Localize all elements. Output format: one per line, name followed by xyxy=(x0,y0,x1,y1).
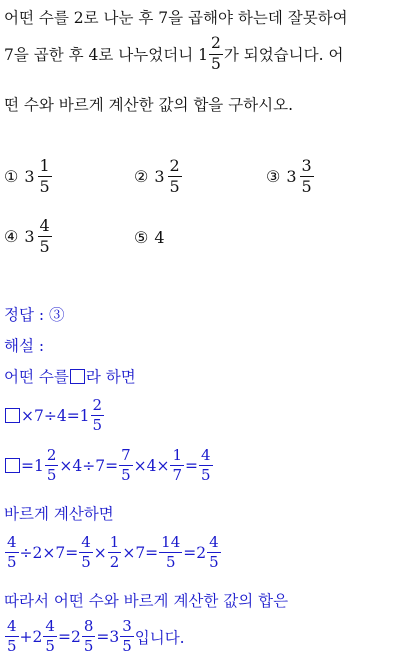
fraction-denominator: 5 xyxy=(92,416,103,434)
eq4-fraction-4 xyxy=(120,619,134,654)
fraction-denominator: 7 xyxy=(172,466,183,484)
eq2-text-c: ×4× xyxy=(133,456,170,475)
option-fraction xyxy=(38,158,52,195)
fraction-denominator: 5 xyxy=(45,637,55,655)
option-4[interactable] xyxy=(4,218,53,255)
option-marker: ④ xyxy=(4,227,19,246)
fraction-numerator: 3 xyxy=(301,156,312,175)
fraction-denominator: 2 xyxy=(109,553,120,571)
option-fraction xyxy=(168,158,182,195)
fraction-numerator: 4 xyxy=(81,533,91,551)
solution-step-2: 바르게 계산하면 xyxy=(4,505,114,523)
explanation-label: 해설 : xyxy=(4,337,45,355)
fraction-denominator: 5 xyxy=(83,637,94,655)
eq4-text-b: =2 xyxy=(57,627,81,646)
option-fraction xyxy=(38,218,52,255)
eq2-fraction-4 xyxy=(199,448,213,483)
option-5[interactable] xyxy=(134,228,167,247)
fraction-numerator: 1 xyxy=(172,446,183,464)
fraction-denominator: 5 xyxy=(169,177,180,196)
fraction-denominator: 5 xyxy=(122,637,132,655)
fraction-numerator: 2 xyxy=(169,156,180,175)
eq3-text-b: × xyxy=(93,543,107,562)
box-placeholder-icon xyxy=(5,408,20,423)
eq2-fraction-2 xyxy=(119,448,133,483)
eq3-fraction-1 xyxy=(5,535,19,570)
option-1[interactable] xyxy=(4,158,53,195)
box-placeholder-icon xyxy=(5,458,20,473)
fraction-numerator: 4 xyxy=(209,533,219,551)
option-3[interactable] xyxy=(266,158,315,195)
problem-line-3: 떤 수와 바르게 계산한 값의 합을 구하시오. xyxy=(4,96,294,114)
eq3-fraction-5 xyxy=(207,535,221,570)
eq4-text-d: 입니다. xyxy=(134,628,185,647)
eq4-fraction-3 xyxy=(82,619,96,654)
step-1-post: 라 하면 xyxy=(85,368,136,386)
eq3-text-c: ×7= xyxy=(122,543,159,562)
fraction-numerator: 8 xyxy=(83,617,94,635)
eq2-text-b: ×4÷7= xyxy=(59,456,119,475)
problem-line-2-post: 가 되었습니다. 어 xyxy=(223,46,344,64)
fraction-denominator: 5 xyxy=(7,553,17,571)
fraction-numerator: 4 xyxy=(7,533,17,551)
fraction-numerator: 2 xyxy=(92,396,103,414)
fraction-numerator: 3 xyxy=(122,617,132,635)
eq1-fraction xyxy=(91,398,105,433)
eq4-text-c: =3 xyxy=(96,627,120,646)
fraction-numerator: 4 xyxy=(7,617,17,635)
fraction-denominator: 5 xyxy=(46,466,57,484)
solution-step-3: 따라서 어떤 수와 바르게 계산한 값의 합은 xyxy=(4,592,289,610)
problem-line-1: 어떤 수를 2로 나눈 후 7을 곱해야 하는데 잘못하여 xyxy=(4,9,348,27)
box-placeholder-icon xyxy=(70,369,85,384)
option-whole: 4 xyxy=(154,228,165,247)
eq3-fraction-2 xyxy=(79,535,93,570)
answer-line: 정답 : ③ xyxy=(4,306,65,324)
eq4-fraction-1 xyxy=(5,619,19,654)
equation-3 xyxy=(4,535,222,570)
fraction-denominator: 5 xyxy=(165,553,176,571)
solution-step-1 xyxy=(4,365,136,387)
option-2[interactable] xyxy=(134,158,183,195)
eq4-fraction-2 xyxy=(43,619,57,654)
fraction-denominator: 5 xyxy=(210,54,221,73)
option-whole: 3 xyxy=(24,227,35,246)
fraction-numerator: 2 xyxy=(209,36,223,55)
fraction-numerator: 1 xyxy=(39,156,50,175)
eq3-fraction-4 xyxy=(159,535,182,570)
equation-4 xyxy=(4,619,185,654)
option-marker: ① xyxy=(4,167,19,186)
fraction-denominator: 5 xyxy=(209,553,219,571)
fraction-denominator: 5 xyxy=(7,637,17,655)
fraction-denominator: 5 xyxy=(39,177,50,196)
fraction-denominator: 5 xyxy=(39,237,50,256)
fraction-numerator: 2 xyxy=(46,446,57,464)
fraction-numerator: 7 xyxy=(121,446,131,464)
option-whole: 3 xyxy=(24,167,35,186)
fraction-denominator: 5 xyxy=(301,177,312,196)
problem-line-2 xyxy=(4,36,398,72)
fraction-numerator: 4 xyxy=(39,216,50,235)
fraction-denominator: 5 xyxy=(81,553,91,571)
option-marker: ⑤ xyxy=(134,228,149,247)
equation-2 xyxy=(4,448,214,483)
eq2-text-d: = xyxy=(185,456,199,475)
step-1-pre: 어떤 수를 xyxy=(4,368,69,386)
eq1-text: ×7÷4=1 xyxy=(21,406,90,425)
equation-1 xyxy=(4,398,105,433)
eq2-text-a: =1 xyxy=(21,456,44,475)
option-whole: 3 xyxy=(286,167,297,186)
eq3-text-a: ÷2×7= xyxy=(19,543,79,562)
eq2-fraction-1 xyxy=(45,448,59,483)
eq3-text-d: =2 xyxy=(183,543,207,562)
fraction-numerator: 4 xyxy=(201,446,211,464)
fraction-denominator: 5 xyxy=(201,466,211,484)
eq4-text-a: +2 xyxy=(19,627,43,646)
problem-fraction xyxy=(209,36,223,72)
option-fraction xyxy=(300,158,314,195)
fraction-denominator: 5 xyxy=(121,466,131,484)
fraction-numerator: 14 xyxy=(161,533,181,551)
option-marker: ② xyxy=(134,167,149,186)
fraction-numerator: 1 xyxy=(109,533,120,551)
fraction-numerator: 4 xyxy=(45,617,55,635)
option-marker: ③ xyxy=(266,167,281,186)
option-whole: 3 xyxy=(154,167,165,186)
eq3-fraction-3 xyxy=(108,535,122,570)
eq2-fraction-3 xyxy=(170,448,184,483)
problem-line-2-pre: 7을 곱한 후 4로 나누었더니 1 xyxy=(4,46,208,64)
